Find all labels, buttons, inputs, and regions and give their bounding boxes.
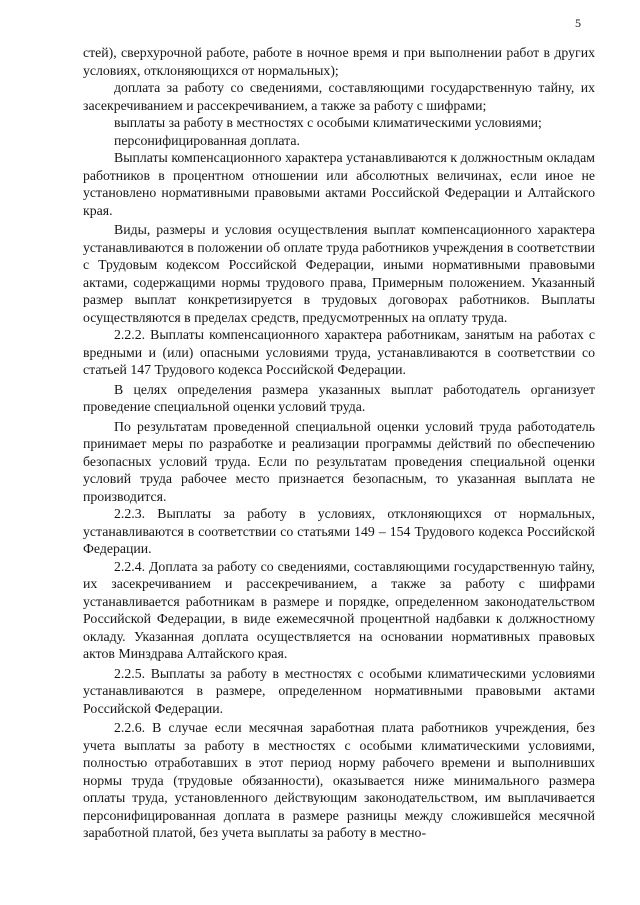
list-item-secret-allowance: доплата за работу со сведениями, составляющими государственную тайну, их засекречиванием и рассекречиванием, а также за работу с шифрами; [83,80,595,113]
paragraph-continuation: стей), сверхурочной работе, работе в ночное время и при выполнении работ в других условиях, отклоняющихся от нормальных); [83,45,595,78]
paragraph-2-2-6: 2.2.6. В случае если месячная заработная плата работников учреждения, без учета выплаты за работу в местностях с особыми климатическими условиями, полностью отработавших в этот период норму рабочего времени и выполнивших нормы труда (трудовые обязанности), оказывается ниже минимального размера оплаты труда, установленного действующим законодательством, им выплачивается персонифицированная доплата в размере разницы между сложившейся месячной заработной платой, без учета выплаты за работу в местно- [83,720,595,840]
paragraph-2-2-3: 2.2.3. Выплаты за работу в условиях, отклоняющихся от нормальных, устанавливаются в соответствии со статьями 149 – 154 Трудового кодекса Российской Федерации. [83,506,595,556]
document-body [83,44,595,842]
paragraph-2-2-5: 2.2.5. Выплаты за работу в местностях с особыми климатическими условиями устанавливаются в размере, определенном нормативными правовыми актами Российской Федерации. [83,665,595,716]
paragraph-special-assessment: В целях определения размера указанных выплат работодатель организует проведение специальной оценки условий труда. [83,381,595,414]
paragraph-2-2-4: 2.2.4. Доплата за работу со сведениями, составляющими государственную тайну, их засекречиванием и рассекречиванием, а также за работу с шифрами устанавливается работникам в размере и порядке, определенном законодательством Российской Федерации, в виде ежемесячной процентной надбавки к должностному окладу. Указанная доплата осуществляется на основании нормативных правовых актов Минздрава Алтайского края. [83,558,595,661]
list-item-climate-payments: выплаты за работу в местностях с особыми климатическими условиями; [114,115,542,130]
paragraph-compensation-types: Виды, размеры и условия осуществления выплат компенсационного характера устанавливаются в положении об оплате труда работников учреждения в соответствии с Трудовым кодексом Российской Федерации, иными нормативными правовыми актами, содержащими нормы трудового права, Примерным положением. Указанный размер выплат конкретизируется в трудовых договорах работников. Выплаты осуществляются в пределах средств, предусмотренных на оплату труда. [83,222,595,325]
paragraph-2-2-2: 2.2.2. Выплаты компенсационного характера работникам, занятым на работах с вредными и (или) опасными условиями труда, устанавливаются в соответствии со статьей 147 Трудового кодекса Российской Федерации. [83,327,595,377]
paragraph-compensation-salaries: Выплаты компенсационного характера устанавливаются к должностным окладам работников в процентном отношении или абсолютных величинах, если иное не установлено нормативными правовыми актами Российской Федерации и Алтайского края. [83,150,595,218]
list-item-personal-allowance: персонифицированная доплата. [114,132,300,148]
paragraph-assessment-results: По результатам проведенной специальной оценки условий труда работодатель принимает меры по разработке и реализации программы действий по обеспечению безопасных условий труда. Если по результатам проведения специальной оценки условий труда рабочее место признается безопасным, то указанная выплата не производится. [83,418,595,504]
page-number: 5 [575,16,581,30]
